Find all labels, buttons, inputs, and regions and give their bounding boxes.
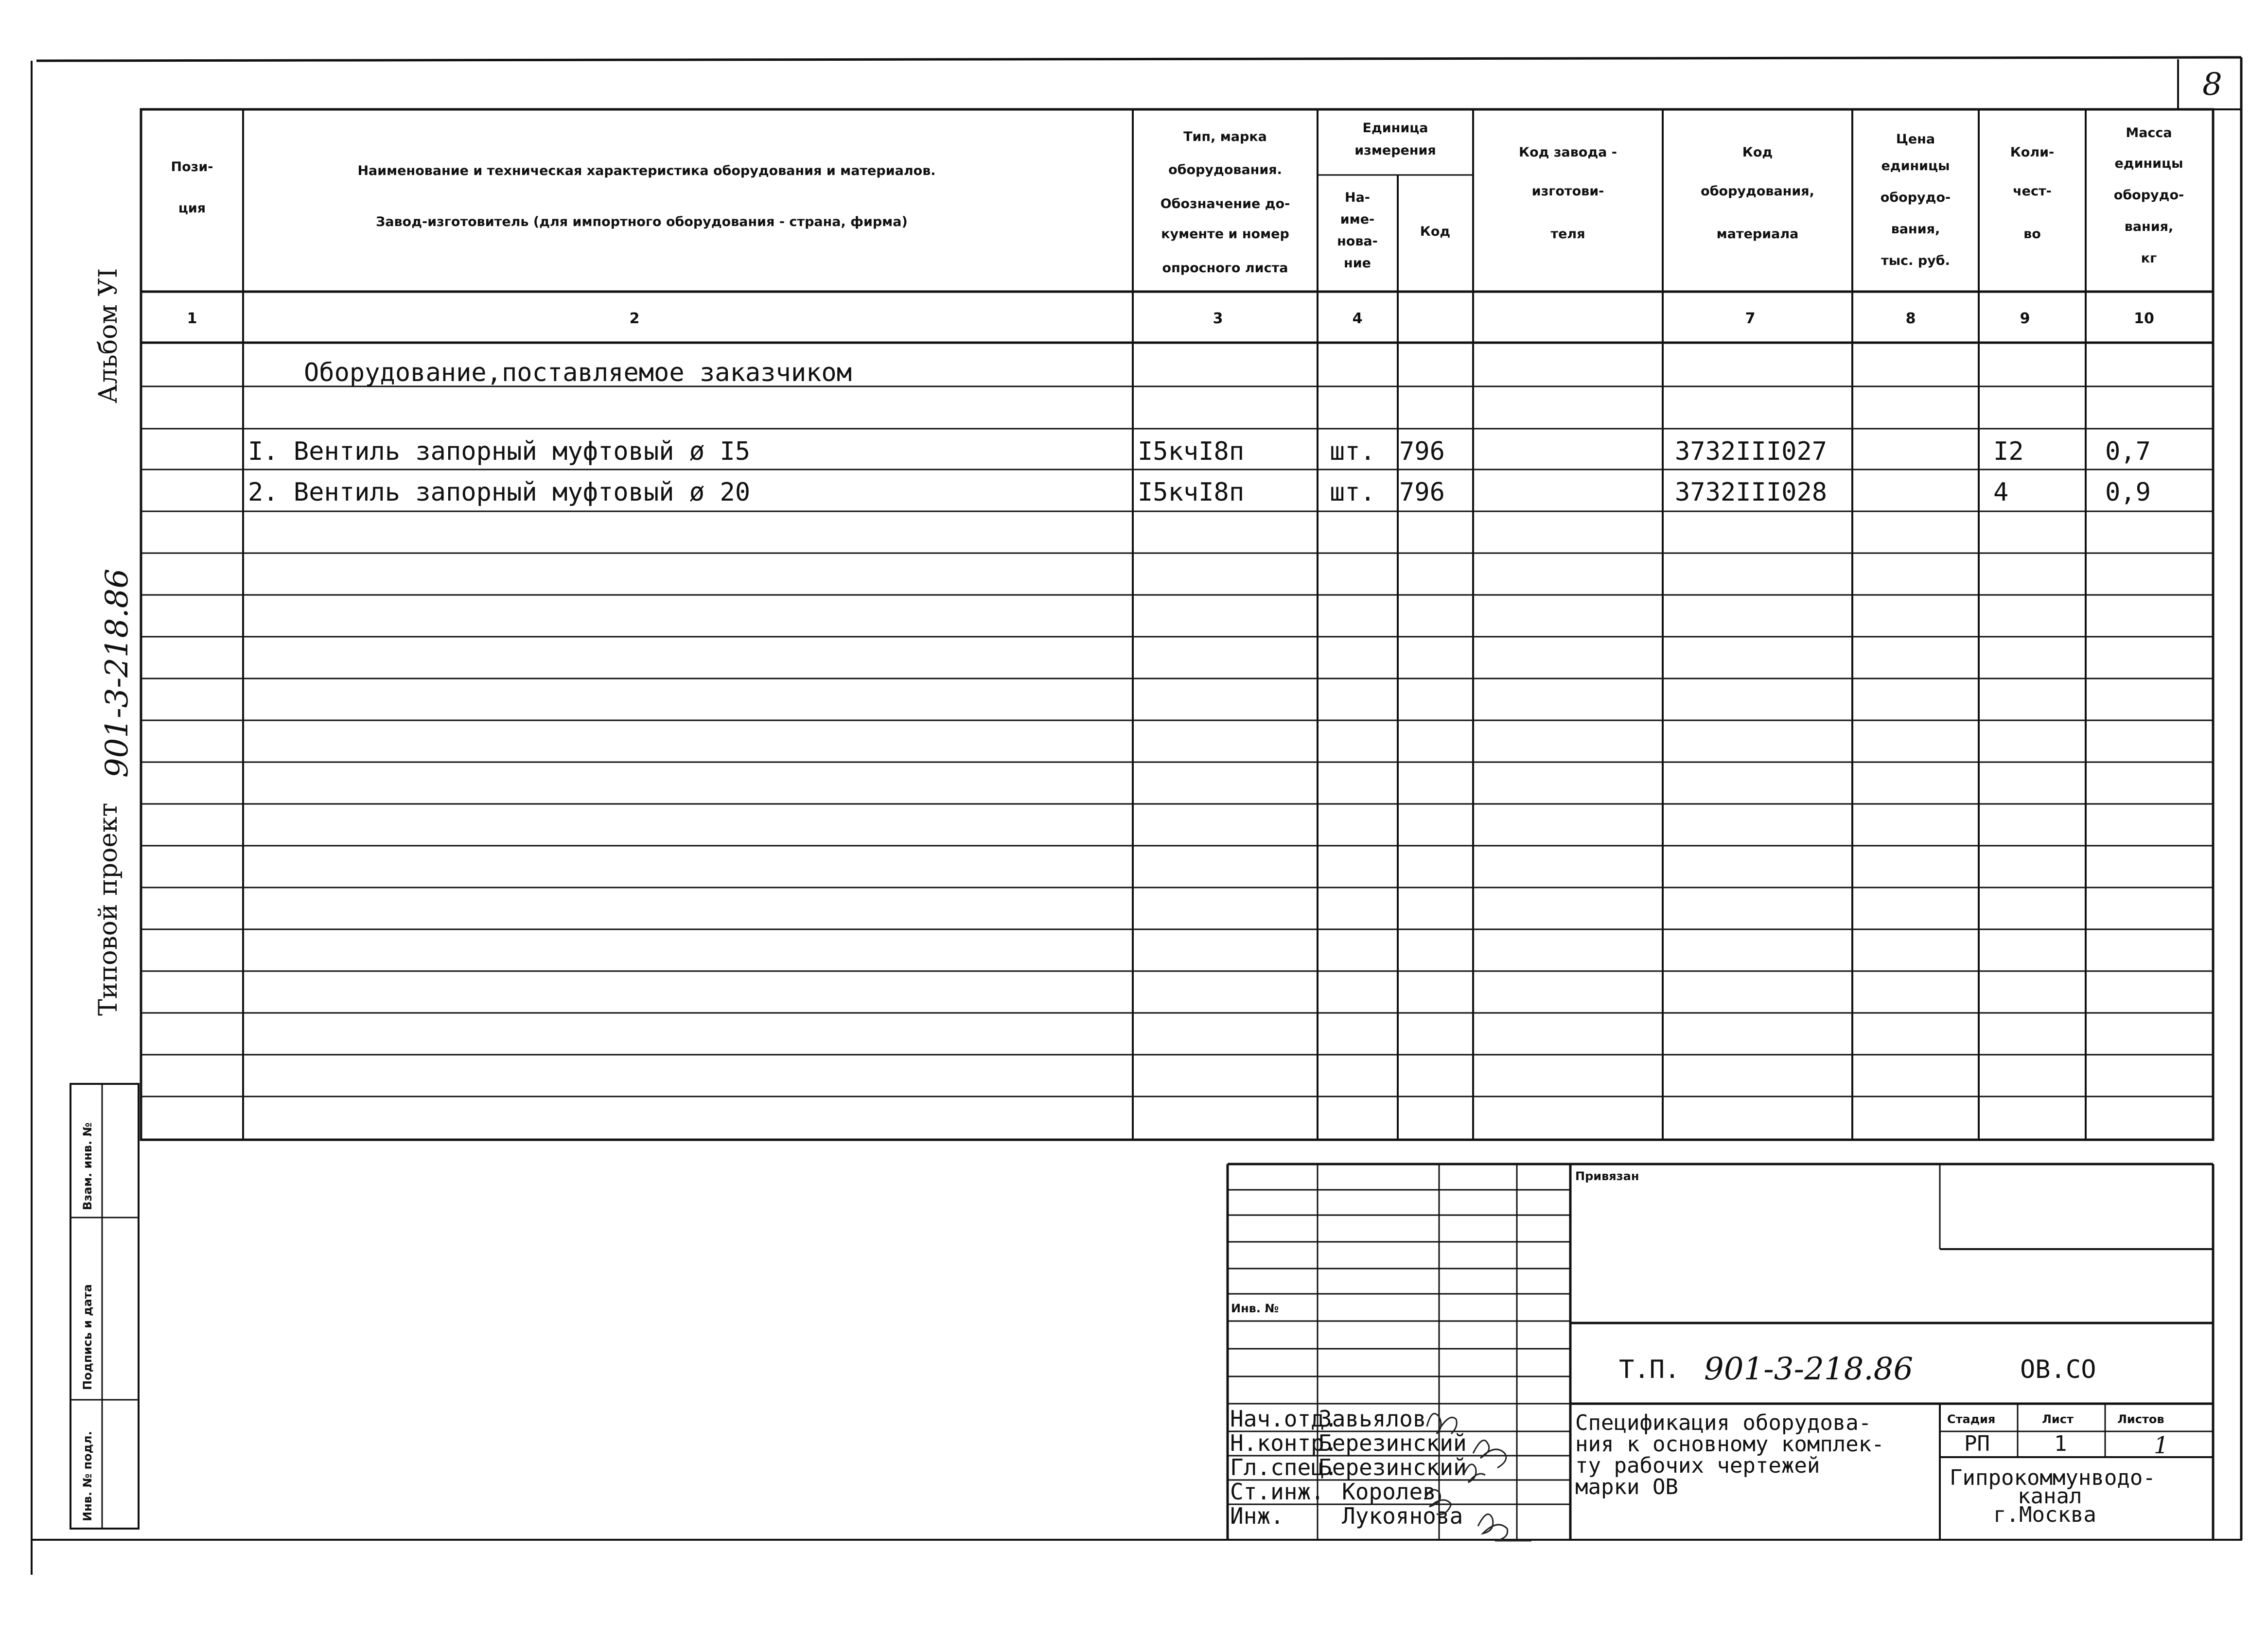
stage-value: РП bbox=[1964, 1431, 1990, 1456]
sheets-label: Листов bbox=[2117, 1412, 2164, 1426]
header-col7-l2: оборудования, bbox=[1701, 184, 1814, 199]
tp-prefix: Т.П. bbox=[1619, 1355, 1680, 1384]
role-1-name: Завьялов bbox=[1319, 1406, 1426, 1432]
header-unit-l1: Единица bbox=[1362, 121, 1428, 136]
role-2: Н.контр. bbox=[1230, 1430, 1338, 1456]
colnum-9: 9 bbox=[2020, 310, 2030, 327]
header-col9-l1: Коли- bbox=[2010, 145, 2055, 160]
role-4-name: Королев bbox=[1342, 1479, 1436, 1505]
header-col2-l1: Наименование и техническая характеристика оборудования и материалов. bbox=[357, 163, 936, 178]
row2-name: 2. Вентиль запорный муфтовый ø 20 bbox=[248, 478, 751, 507]
header-col9-l3: во bbox=[2023, 226, 2041, 242]
header-col8-l1: Цена bbox=[1896, 132, 1935, 147]
header-unit-l2: измерения bbox=[1354, 143, 1436, 158]
header-col8-l5: тыс. руб. bbox=[1881, 253, 1950, 268]
org-l2: канал bbox=[2018, 1484, 2082, 1509]
header-col3-l4: кументе и номер bbox=[1161, 226, 1289, 242]
section-title: Оборудование,поставляемое заказчиком bbox=[304, 358, 852, 387]
header-col6-l3: теля bbox=[1550, 226, 1585, 242]
role-3-name: Березинский bbox=[1319, 1454, 1467, 1480]
colnum-3: 3 bbox=[1213, 310, 1223, 327]
colnum-7: 7 bbox=[1745, 310, 1756, 327]
row2-type: I5кчI8п bbox=[1138, 478, 1245, 507]
header-col4-l1: На- bbox=[1344, 190, 1371, 205]
header-col3-l5: опросного листа bbox=[1162, 261, 1288, 276]
row1-unit: шт. bbox=[1330, 437, 1375, 466]
stamp-podpis-data: Подпись и дата bbox=[81, 1284, 94, 1390]
header-col3-l2: оборудования. bbox=[1168, 162, 1282, 177]
table-header bbox=[171, 121, 2184, 276]
header-col6-l1: Код завода - bbox=[1519, 145, 1617, 160]
row1-mass: 0,7 bbox=[2105, 437, 2151, 466]
outer-frame bbox=[32, 57, 2242, 1575]
colnum-10: 10 bbox=[2134, 310, 2154, 327]
header-col8-l3: оборудо- bbox=[1880, 190, 1951, 205]
desc-l3: ту рабочих чертежей bbox=[1575, 1453, 1820, 1478]
header-col3-l3: Обозначение до- bbox=[1160, 196, 1290, 211]
role-1: Нач.отд. bbox=[1230, 1406, 1338, 1432]
album-label: Альбом УI bbox=[94, 268, 123, 403]
row1-type: I5кчI8п bbox=[1138, 437, 1245, 466]
row2-unit-code: 796 bbox=[1399, 478, 1445, 507]
column-numbers-row bbox=[187, 310, 2154, 327]
colnum-1: 1 bbox=[187, 310, 197, 327]
row1-qty: I2 bbox=[1993, 437, 2024, 466]
header-col4-l4: ние bbox=[1344, 256, 1371, 271]
header-col1-l2: ция bbox=[178, 201, 206, 216]
header-col6-l2: изготови- bbox=[1531, 184, 1604, 199]
header-col5: Код bbox=[1420, 224, 1451, 239]
role-4: Ст.инж. bbox=[1230, 1479, 1324, 1505]
project-code-handwritten: 901-3-218.86 bbox=[99, 568, 135, 778]
header-col7-l1: Код bbox=[1742, 145, 1773, 160]
stamp-inv-podl: Инв. № подл. bbox=[81, 1431, 94, 1521]
role-3: Гл.спец. bbox=[1230, 1454, 1338, 1480]
desc-l1: Спецификация оборудова- bbox=[1575, 1410, 1872, 1435]
header-col4-l2: име- bbox=[1340, 212, 1375, 227]
header-col10-l1: Масса bbox=[2126, 125, 2172, 140]
header-col1-l1: Пози- bbox=[171, 159, 213, 174]
header-col2-l2: Завод-изготовитель (для импортного оборудования - страна, фирма) bbox=[376, 214, 908, 229]
role-2-name: Березинский bbox=[1319, 1430, 1467, 1456]
header-col4-l3: нова- bbox=[1337, 234, 1378, 249]
inv-number-label: Инв. № bbox=[1231, 1302, 1279, 1315]
row1-equip-code: 3732III027 bbox=[1675, 437, 1828, 466]
page-number: 8 bbox=[2202, 67, 2222, 103]
row2-unit: шт. bbox=[1330, 478, 1375, 507]
header-col10-l3: оборудо- bbox=[2113, 188, 2184, 203]
sheet-value: 1 bbox=[2054, 1431, 2067, 1456]
row2-qty: 4 bbox=[1993, 478, 2009, 507]
org-l3: г.Москва bbox=[1993, 1502, 2096, 1527]
role-5-name: Лукоянова bbox=[1342, 1503, 1463, 1529]
project-type-label: Типовой проект bbox=[94, 802, 123, 1016]
header-col7-l3: материала bbox=[1716, 226, 1799, 242]
stage-label: Стадия bbox=[1947, 1412, 1996, 1426]
stamp-vzam-inv: Взам. инв. № bbox=[81, 1122, 94, 1210]
header-col10-l5: кг bbox=[2141, 251, 2157, 266]
sheets-value: 1 bbox=[2154, 1432, 2169, 1459]
desc-l2: ния к основному комплек- bbox=[1575, 1432, 1884, 1457]
colnum-2: 2 bbox=[629, 310, 640, 327]
doc-code: ОВ.СО bbox=[2020, 1355, 2096, 1384]
signature-roles bbox=[1230, 1406, 1467, 1529]
table-row bbox=[248, 437, 2151, 466]
colnum-8: 8 bbox=[1905, 310, 1916, 327]
privyazan-label: Привязан bbox=[1575, 1169, 1639, 1183]
header-col8-l4: вания, bbox=[1891, 222, 1940, 237]
role-5: Инж. bbox=[1230, 1503, 1284, 1529]
org-l1: Гипрокоммунводо- bbox=[1950, 1465, 2156, 1490]
tp-number: 901-3-218.86 bbox=[1704, 1351, 1914, 1387]
header-col10-l2: единицы bbox=[2114, 156, 2183, 171]
header-col3-l1: Тип, марка bbox=[1183, 129, 1267, 144]
row1-unit-code: 796 bbox=[1399, 437, 1445, 466]
header-col9-l2: чест- bbox=[2013, 184, 2052, 199]
sheet-description bbox=[1575, 1410, 1884, 1499]
desc-l4: марки ОВ bbox=[1575, 1475, 1678, 1499]
header-col8-l2: единицы bbox=[1881, 158, 1950, 174]
row1-name: I. Вентиль запорный муфтовый ø I5 bbox=[248, 437, 751, 466]
row2-mass: 0,9 bbox=[2105, 478, 2151, 507]
sheet-label: Лист bbox=[2042, 1412, 2074, 1426]
header-col10-l4: вания, bbox=[2124, 219, 2174, 234]
row2-equip-code: 3732III028 bbox=[1675, 478, 1828, 507]
table-row bbox=[248, 478, 2151, 507]
colnum-4: 4 bbox=[1352, 310, 1363, 327]
